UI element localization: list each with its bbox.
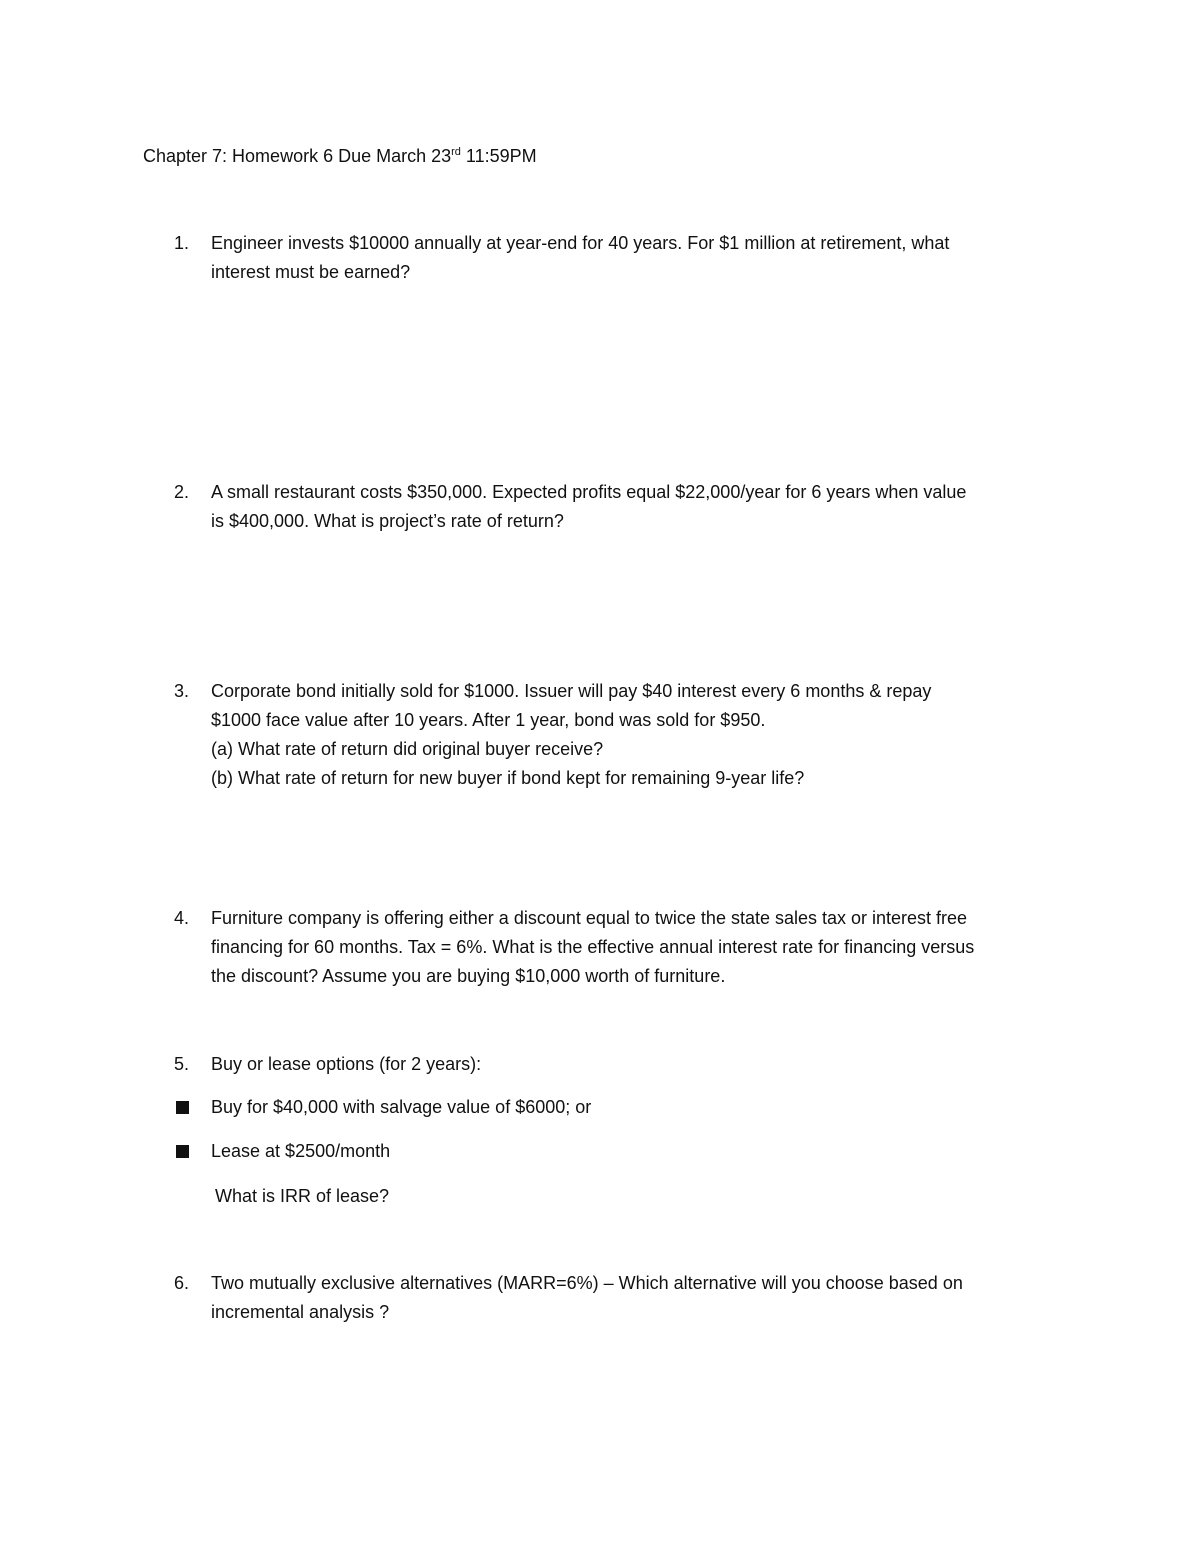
title-prefix: Chapter 7: Homework 6 Due March 23 xyxy=(143,146,452,166)
question-line: the discount? Assume you are buying $10,000 worth of furniture. xyxy=(211,966,726,986)
question-line: Engineer invests $10000 annually at year-end for 40 years. For $1 million at retirement, what xyxy=(211,233,950,253)
question-1 xyxy=(174,229,1074,287)
question-text xyxy=(211,229,1074,287)
question-number: 2. xyxy=(174,482,190,502)
question-line: Furniture company is offering either a discount equal to twice the state sales tax or interest free xyxy=(211,908,968,928)
question-line: Corporate bond initially sold for $1000. Issuer will pay $40 interest every 6 months & repay xyxy=(211,681,932,701)
question-line: Buy or lease options (for 2 years): xyxy=(211,1054,482,1074)
question-text xyxy=(211,1050,1074,1079)
bullet-item-lease xyxy=(176,1137,390,1166)
question-number: 1. xyxy=(174,233,190,253)
bullet-item-buy xyxy=(176,1093,591,1122)
question-line: is $400,000. What is project’s rate of return? xyxy=(211,511,564,531)
title-superscript: rd xyxy=(451,146,461,158)
question-number: 4. xyxy=(174,908,190,928)
question-2 xyxy=(174,478,1074,536)
question-line: financing for 60 months. Tax = 6%. What is the effective annual interest rate for financing versus xyxy=(211,937,975,957)
question-part-a: (a) What rate of return did original buyer receive? xyxy=(211,739,604,759)
question-3 xyxy=(174,677,1074,793)
question-number: 6. xyxy=(174,1273,190,1293)
question-line: Two mutually exclusive alternatives (MARR=6%) – Which alternative will you choose based on xyxy=(211,1273,963,1293)
question-4 xyxy=(174,904,1074,991)
page-title xyxy=(143,144,537,168)
question-text xyxy=(211,677,1074,793)
question-line: $1000 face value after 10 years. After 1 year, bond was sold for $950. xyxy=(211,710,766,730)
bullet-text: Lease at $2500/month xyxy=(211,1141,391,1161)
question-text xyxy=(211,1269,1074,1327)
title-suffix: 11:59PM xyxy=(460,146,537,166)
question-6 xyxy=(174,1269,1074,1327)
bullet-text: Buy for $40,000 with salvage value of $6000; or xyxy=(211,1097,592,1117)
question-5-followup: What is IRR of lease? xyxy=(215,1186,390,1206)
question-number: 5. xyxy=(174,1054,190,1074)
question-text xyxy=(211,904,1074,991)
question-line: interest must be earned? xyxy=(211,262,411,282)
question-text xyxy=(211,478,1074,536)
question-number: 3. xyxy=(174,681,190,701)
question-line: A small restaurant costs $350,000. Expected profits equal $22,000/year for 6 years when value xyxy=(211,482,967,502)
question-line: incremental analysis ? xyxy=(211,1302,390,1322)
square-bullet-icon xyxy=(176,1101,189,1114)
question-5 xyxy=(174,1050,1074,1079)
question-part-b: (b) What rate of return for new buyer if bond kept for remaining 9-year life? xyxy=(211,768,805,788)
square-bullet-icon xyxy=(176,1145,189,1158)
